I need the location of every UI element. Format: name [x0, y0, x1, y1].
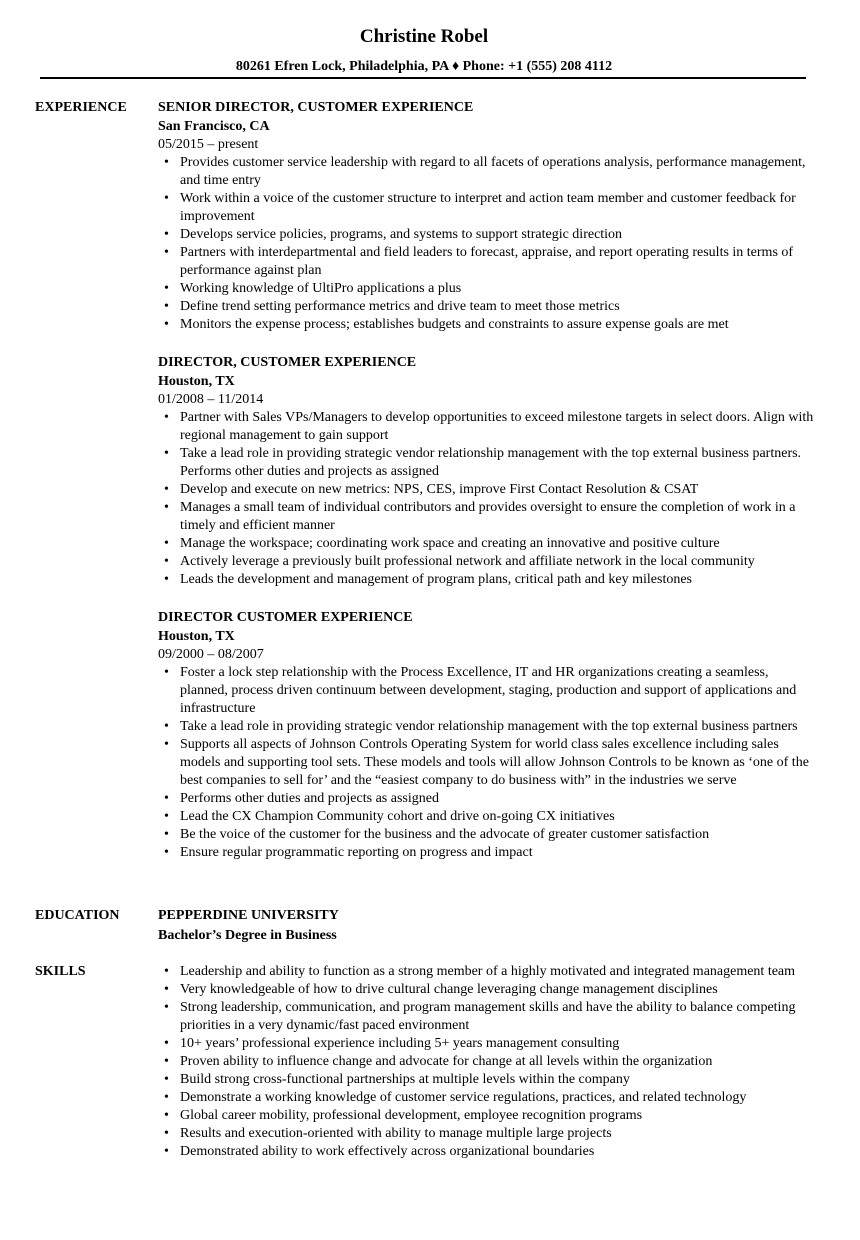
bullet-item: • Define trend setting performance metrics and drive team to meet those metrics: [180, 298, 818, 316]
skill-item: • Strong leadership, communication, and program management skills and have the ability to balance competing priorities in a very dynamic/fast paced environment: [180, 999, 818, 1035]
bullet-item: • Work within a voice of the customer structure to interpret and action team member and customer feedback for improvement: [180, 190, 818, 226]
bullet-item: • Ensure regular programmatic reporting on progress and impact: [180, 844, 818, 862]
job-title: SENIOR DIRECTOR, CUSTOMER EXPERIENCE: [158, 100, 474, 115]
bullet-item: • Be the voice of the customer for the business and the advocate of greater customer satisfaction: [180, 826, 818, 844]
bullet-item: • Provides customer service leadership with regard to all facets of operations analysis, performance management, and time entry: [180, 154, 818, 190]
bullet-item: • Develops service policies, programs, and systems to support strategic direction: [180, 226, 818, 244]
bullet-item: • Partners with interdepartmental and field leaders to forecast, appraise, and report operating results in terms of performance against plan: [180, 244, 818, 280]
bullet-item: • Monitors the expense process; establishes budgets and constraints to assure expense goals are met: [180, 316, 818, 334]
job-location: San Francisco, CA: [158, 119, 270, 134]
bullet-item: • Take a lead role in providing strategic vendor relationship management with the top external business partners. Performs other duties and projects as assigned: [180, 445, 818, 481]
skill-item: • Very knowledgeable of how to drive cultural change leveraging change management disciplines: [180, 981, 818, 999]
skill-item: • Leadership and ability to function as a strong member of a highly motivated and integrated management team: [180, 963, 818, 981]
bullet-item: • Leads the development and management of program plans, critical path and key milestones: [180, 571, 818, 589]
bullet-item: • Partner with Sales VPs/Managers to develop opportunities to exceed milestone targets in select doors. Align with regional management to gain support: [180, 409, 818, 445]
experience-body: [158, 99, 818, 882]
bullet-item: • Supports all aspects of Johnson Controls Operating System for world class sales excellence including sales models and supporting tool sets. These models and tools will allow Johnson Controls to be known as ‘one of the best companies to sell for’ and the “easiest company to do business with” in the industries we serve: [180, 736, 818, 790]
job-entry: [158, 354, 818, 589]
bullet-item: • Actively leverage a previously built professional network and affiliate network in the local community: [180, 553, 818, 571]
skill-item: • Demonstrated ability to work effectively across organizational boundaries: [180, 1143, 818, 1161]
skill-item: • 10+ years’ professional experience including 5+ years management consulting: [180, 1035, 818, 1053]
skills-label: SKILLS: [35, 964, 86, 979]
job-dates: 09/2000 – 08/2007: [158, 647, 264, 662]
degree-name: Bachelor’s Degree in Business: [158, 928, 337, 943]
bullet-item: • Develop and execute on new metrics: NPS, CES, improve First Contact Resolution & CSAT: [180, 481, 818, 499]
skill-item: • Demonstrate a working knowledge of customer service regulations, practices, and related technology: [180, 1089, 818, 1107]
bullet-item: • Manage the workspace; coordinating work space and creating an innovative and positive culture: [180, 535, 818, 553]
bullet-item: • Take a lead role in providing strategic vendor relationship management with the top external business partners: [180, 718, 818, 736]
bullet-item: • Working knowledge of UltiPro applications a plus: [180, 280, 818, 298]
candidate-name: Christine Robel: [359, 26, 489, 47]
bullet-item: • Lead the CX Champion Community cohort and drive on-going CX initiatives: [180, 808, 818, 826]
school-name: PEPPERDINE UNIVERSITY: [158, 908, 339, 923]
job-title: DIRECTOR CUSTOMER EXPERIENCE: [158, 610, 413, 625]
job-location: Houston, TX: [158, 374, 235, 389]
skills-list: [158, 963, 818, 1161]
job-dates: 05/2015 – present: [158, 137, 259, 152]
contact-line: 80261 Efren Lock, Philadelphia, PA ♦ Phone: +1 (555) 208 4112: [235, 59, 613, 74]
skill-item: • Results and execution-oriented with ability to manage multiple large projects: [180, 1125, 818, 1143]
bullet-item: • Performs other duties and projects as assigned: [180, 790, 818, 808]
job-entry: [158, 99, 818, 334]
job-location: Houston, TX: [158, 629, 235, 644]
job-bullets: [158, 154, 818, 334]
bullet-item: • Manages a small team of individual contributors and provides oversight to ensure the completion of work in a timely and efficient manner: [180, 499, 818, 535]
job-bullets: [158, 664, 818, 862]
job-dates: 01/2008 – 11/2014: [158, 392, 264, 407]
skills-body: [158, 963, 818, 1161]
skill-item: • Build strong cross-functional partnerships at multiple levels within the company: [180, 1071, 818, 1089]
job-entry: [158, 609, 818, 862]
header-divider: [40, 77, 806, 79]
job-title: DIRECTOR, CUSTOMER EXPERIENCE: [158, 355, 417, 370]
bullet-item: • Foster a lock step relationship with the Process Excellence, IT and HR organizations creating a seamless, planned, process driven continuum between development, staging, production and support of applications and infrastructure: [180, 664, 818, 718]
education-body: [158, 907, 818, 945]
education-label: EDUCATION: [35, 908, 120, 923]
experience-label: EXPERIENCE: [35, 100, 127, 115]
job-bullets: [158, 409, 818, 589]
skill-item: • Proven ability to influence change and advocate for change at all levels within the organization: [180, 1053, 818, 1071]
skill-item: • Global career mobility, professional development, employee recognition programs: [180, 1107, 818, 1125]
